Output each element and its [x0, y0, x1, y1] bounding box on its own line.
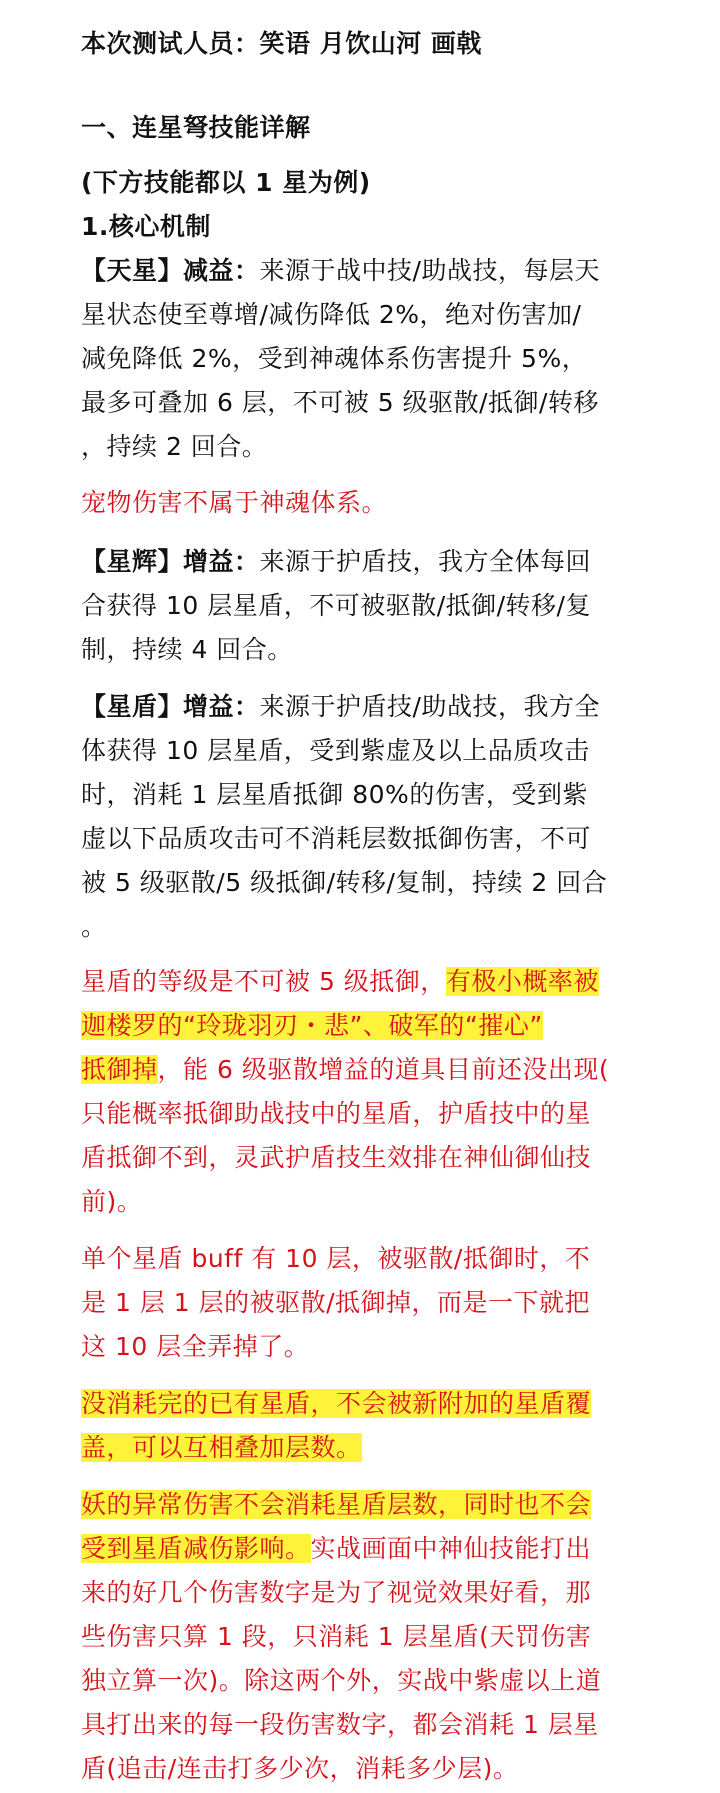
xingdun-line-1 [81, 685, 600, 729]
tianxing-line-3: 减免降低 2%，受到神魂体系伤害提升 5%， [81, 344, 588, 373]
xingdun-line-5: 被 5 级驱散/5 级抵御/转移/复制，持续 2 回合 [81, 868, 608, 897]
xinghui-tag: 【星辉】增益： [81, 547, 260, 576]
section-note: (下方技能都以 1 星为例) [81, 168, 371, 197]
red4-line-3: 来的好几个伤害数字是为了视觉效果好看，那 [81, 1578, 592, 1607]
tianxing-text: 来源于战中技/助战技，每层天 [259, 256, 600, 285]
red1-line-4: 只能概率抵御助战技中的星盾，护盾技中的星 [81, 1099, 592, 1128]
testers-line: 本次测试人员：笑语 月饮山河 画戟 [81, 29, 482, 58]
red4-highlight-2: 受到星盾减伤影响。 [81, 1534, 311, 1563]
xinghui-line-3: 制，持续 4 回合。 [81, 635, 293, 664]
red3-line-2 [81, 1426, 362, 1470]
red1-line-1 [81, 960, 599, 1004]
xinghui-line-2: 合获得 10 层星盾，不可被驱散/抵御/转移/复 [81, 591, 591, 620]
red1-line-3 [81, 1048, 609, 1092]
red3-line-1 [81, 1382, 591, 1426]
xingdun-tag: 【星盾】增益： [81, 692, 260, 721]
xingdun-line-3: 时，消耗 1 层星盾抵御 80%的伤害，受到紫 [81, 780, 588, 809]
red3-highlight-2: 盖，可以互相叠加层数。 [81, 1433, 362, 1462]
red4-line-7: 盾(追击/连击打多少次，消耗多少层)。 [81, 1754, 519, 1783]
red1-highlight-2: 迦楼罗的“玲珑羽刃・悲”、破军的“摧心” [81, 1011, 543, 1040]
red2-line-3: 这 10 层全弄掉了。 [81, 1332, 310, 1361]
section-title: 一、连星弩技能详解 [81, 113, 311, 142]
red4-line-2 [81, 1527, 591, 1571]
red1-text-3: ，能 6 级驱散增益的道具目前还没出现( [157, 1055, 610, 1084]
red1-highlight-3: 抵御掉 [81, 1055, 158, 1084]
red2-line-2: 是 1 层 1 层的被驱散/抵御掉，而是一下就把 [81, 1288, 591, 1317]
tianxing-line-4: 最多可叠加 6 层，不可被 5 级驱散/抵御/转移 [81, 388, 599, 417]
tianxing-tag: 【天星】减益： [81, 256, 260, 285]
red1-line-2 [81, 1004, 543, 1048]
tianxing-line-1 [81, 249, 600, 293]
xinghui-text: 来源于护盾技，我方全体每回 [259, 547, 592, 576]
red1-highlight: 有极小概率被 [445, 967, 599, 996]
red1-line-5: 盾抵御不到，灵武护盾技生效排在神仙御仙技 [81, 1143, 592, 1172]
red1-text: 星盾的等级是不可被 5 级抵御， [81, 967, 446, 996]
xinghui-line-1 [81, 540, 591, 584]
red4-line-4: 些伤害只算 1 段，只消耗 1 层星盾(天罚伤害 [81, 1622, 592, 1651]
red1-line-6: 前)。 [81, 1187, 143, 1216]
tianxing-line-2: 星状态使至尊增/减伤降低 2%，绝对伤害加/ [81, 300, 582, 329]
red4-line-6: 具打出来的每一段伤害数字，都会消耗 1 层星 [81, 1710, 599, 1739]
xingdun-line-6: 。 [81, 912, 107, 941]
xingdun-text: 来源于护盾技/助战技，我方全 [259, 692, 600, 721]
tianxing-line-5: ，持续 2 回合。 [81, 432, 268, 461]
red4-line-5: 独立算一次)。除这两个外，实战中紫虚以上道 [81, 1666, 602, 1695]
section-subtitle: 1.核心机制 [81, 212, 211, 241]
red2-line-1: 单个星盾 buff 有 10 层，被驱散/抵御时，不 [81, 1244, 591, 1273]
xingdun-line-2: 体获得 10 层星盾，受到紫虚及以上品质攻击 [81, 736, 590, 765]
red4-highlight-1: 妖的异常伤害不会消耗星盾层数，同时也不会 [81, 1490, 592, 1519]
red3-highlight-1: 没消耗完的已有星盾，不会被新附加的星盾覆 [81, 1389, 592, 1418]
xingdun-line-4: 虚以下品质攻击可不消耗层数抵御伤害，不可 [81, 824, 592, 853]
red4-text-2: 实战画面中神仙技能打出 [310, 1534, 592, 1563]
pet-note: 宠物伤害不属于神魂体系。 [81, 488, 388, 517]
red4-line-1 [81, 1483, 591, 1527]
